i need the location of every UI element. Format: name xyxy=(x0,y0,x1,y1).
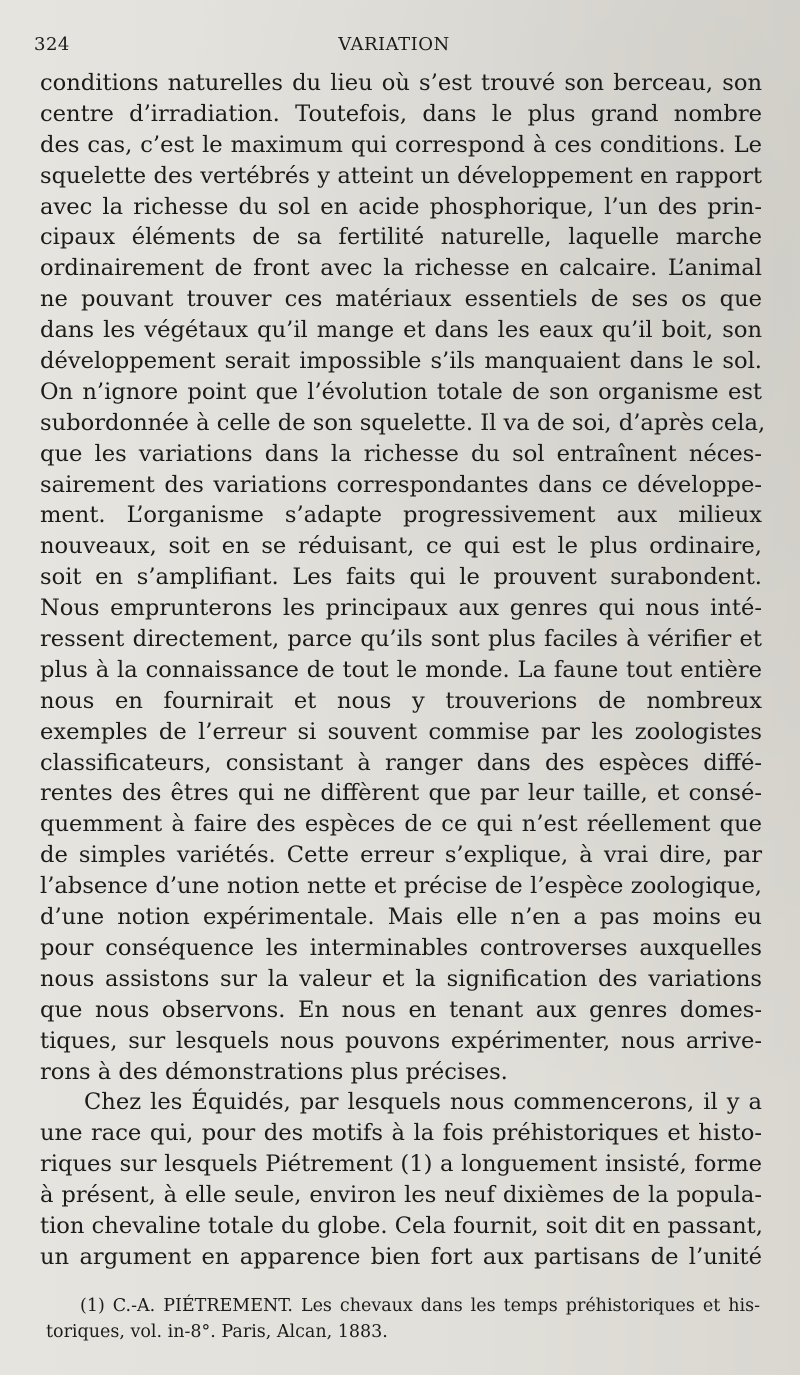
text-line: Nous emprunterons les principaux aux genres qui nous inté- xyxy=(40,595,762,622)
footnote-line: (1) C.-A. PIÉTREMENT. Les chevaux dans les temps préhistoriques et his- xyxy=(80,1296,760,1316)
page-header xyxy=(34,30,754,62)
text-line: quemment à faire des espèces de ce qui n’est réellement que xyxy=(40,811,762,838)
text-line: d’une notion expérimentale. Mais elle n’en a pas moins eu xyxy=(40,904,762,931)
text-line: tion chevaline totale du globe. Cela fournit, soit dit en passant, xyxy=(40,1212,763,1239)
text-line: l’absence d’une notion nette et précise de l’espèce zoologique, xyxy=(40,873,762,900)
text-line: ne pouvant trouver ces matériaux essentiels de ses os que xyxy=(40,286,762,313)
text-line: un argument en apparence bien fort aux partisans de l’unité xyxy=(40,1243,762,1270)
text-line: plus à la connaissance de tout le monde. La faune tout entière xyxy=(40,656,762,683)
text-line: exemples de l’erreur si souvent commise par les zoologistes xyxy=(40,718,762,745)
text-line: tiques, sur lesquels nous pouvons expérimenter, nous arrive- xyxy=(40,1027,762,1054)
text-line: squelette des vertébrés y atteint un développement en rapport xyxy=(40,162,762,189)
text-line: ressent directement, parce qu’ils sont plus faciles à vérifier et xyxy=(40,626,762,653)
text-line: Chez les Équidés, par lesquels nous commencerons, il y a xyxy=(84,1089,762,1116)
text-line: classificateurs, consistant à ranger dans des espèces diffé- xyxy=(40,749,762,776)
text-line: ordinairement de front avec la richesse en calcaire. L’animal xyxy=(40,255,762,282)
text-line: nouveaux, soit en se réduisant, ce qui est le plus ordinaire, xyxy=(40,533,762,560)
running-title: VARIATION xyxy=(338,34,450,55)
text-line: nous en fournirait et nous y trouverions de nombreux xyxy=(40,687,762,714)
text-line: On n’ignore point que l’évolution totale de son organisme est xyxy=(40,378,762,405)
footnote xyxy=(46,1293,760,1345)
body-text xyxy=(40,68,766,1273)
footnote-line: toriques, vol. in-8°. Paris, Alcan, 1883. xyxy=(46,1322,388,1342)
text-line: sairement des variations correspondantes dans ce développe- xyxy=(40,471,762,498)
text-line: une race qui, pour des motifs à la fois préhistoriques et histo- xyxy=(40,1120,762,1147)
text-line: rons à des démonstrations plus précises. xyxy=(40,1058,508,1085)
text-line: des cas, c’est le maximum qui correspond à ces conditions. Le xyxy=(40,131,762,158)
text-line: subordonnée à celle de son squelette. Il va de soi, d’après cela, xyxy=(40,409,766,436)
text-line: ment. L’organisme s’adapte progressivement aux milieux xyxy=(40,502,762,529)
text-line: développement serait impossible s’ils manquaient dans le sol. xyxy=(40,348,762,375)
text-line: centre d’irradiation. Toutefois, dans le plus grand nombre xyxy=(40,100,762,127)
text-line: avec la richesse du sol en acide phosphorique, l’un des prin- xyxy=(40,193,762,220)
text-line: cipaux éléments de sa fertilité naturelle, laquelle marche xyxy=(40,224,762,251)
text-line: rentes des êtres qui ne diffèrent que par leur taille, et consé- xyxy=(40,780,762,807)
text-line: soit en s’amplifiant. Les faits qui le prouvent surabondent. xyxy=(40,564,762,591)
page-number: 324 xyxy=(34,34,70,55)
text-line: conditions naturelles du lieu où s’est trouvé son berceau, son xyxy=(40,70,762,96)
text-line: dans les végétaux qu’il mange et dans les eaux qu’il boit, son xyxy=(40,317,762,344)
text-line: de simples variétés. Cette erreur s’explique, à vrai dire, par xyxy=(40,842,762,869)
text-line: que les variations dans la richesse du sol entraînent néces- xyxy=(40,440,762,467)
text-line: riques sur lesquels Piétrement (1) a longuement insisté, forme xyxy=(40,1151,762,1178)
text-line: à présent, à elle seule, environ les neuf dixièmes de la popula- xyxy=(40,1182,762,1209)
text-line: pour conséquence les interminables controverses auxquelles xyxy=(40,934,762,961)
text-line: que nous observons. En nous en tenant aux genres domes- xyxy=(40,996,762,1023)
text-line: nous assistons sur la valeur et la signification des variations xyxy=(40,965,762,992)
